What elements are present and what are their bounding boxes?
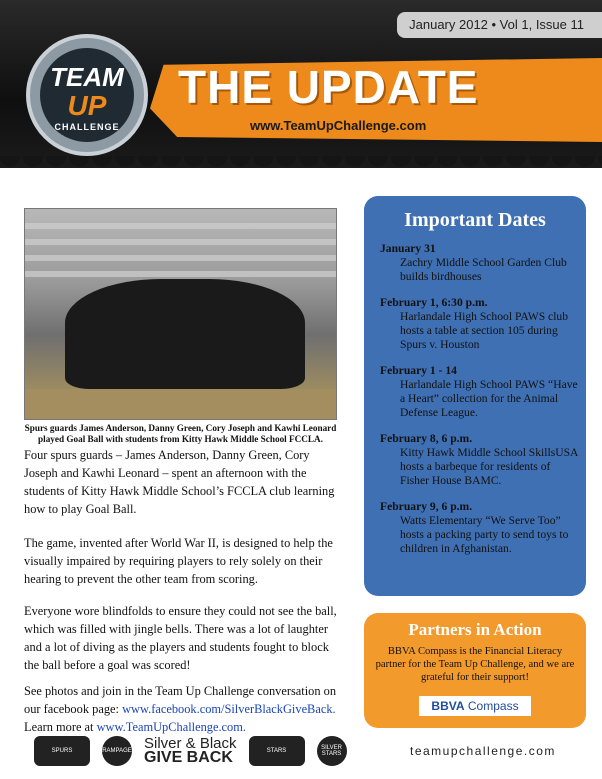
group-of-people	[65, 279, 305, 389]
logo-challenge-text: CHALLENGE	[54, 122, 120, 132]
bbva-logo-bold: BBVA	[431, 699, 465, 713]
important-dates-list	[380, 242, 580, 568]
bleacher-row	[25, 255, 337, 261]
footer-url[interactable]: teamupchallenge.com	[410, 744, 556, 758]
important-dates-title: Important Dates	[404, 209, 546, 231]
date-item	[380, 364, 580, 420]
spurs-logo: SPURS	[34, 736, 90, 766]
photo-caption: Spurs guards James Anderson, Danny Green, Cory Joseph and Kawhi Leonard played Goal Ball with students from Kitty Hawk Middle School FCCLA.	[24, 423, 337, 444]
sbgb-line-2: GIVE BACK	[144, 749, 233, 766]
article-paragraph-2: The game, invented after World War II, is designed to help the visually impaired by requiring players to rely solely on their hearing to prevent the other team from scoring.	[24, 536, 333, 586]
bleacher-row	[25, 271, 337, 277]
footer-logos	[34, 734, 347, 768]
rampage-logo: RAMPAGE	[102, 736, 132, 766]
silver-stars-logo: SILVER STARS	[317, 736, 347, 766]
date-description: Zachry Middle School Garden Club builds birdhouses	[400, 256, 567, 283]
date-heading: January 31	[380, 242, 436, 255]
date-description: Harlandale High School PAWS club hosts a table at section 105 during Spurs v. Houston	[400, 310, 569, 351]
date-heading: February 1 - 14	[380, 364, 457, 377]
bbva-logo-rest: Compass	[467, 699, 519, 713]
bleacher-row	[25, 239, 337, 245]
article-paragraph-4	[24, 682, 344, 736]
article-paragraph-1: Four spurs guards – James Anderson, Danny Green, Cory Joseph and Kawhi Leonard – spent an afternoon with the students of Kitty Hawk Middle School’s FCCLA club learning how to play Goal Ball.	[24, 448, 335, 516]
date-heading: February 9, 6 p.m.	[380, 500, 473, 513]
masthead	[0, 0, 602, 190]
logo-up-text: UP	[67, 90, 107, 121]
partners-text: BBVA Compass is the Financial Literacy partner for the Team Up Challenge, and we are grateful for their support!	[375, 646, 575, 683]
date-description: Harlandale High School PAWS “Have a Heart” collection for the Animal Defense League.	[400, 378, 578, 419]
article-paragraph-4-text: See photos and join in the Team Up Challenge conversation on our facebook page:	[24, 684, 337, 716]
logo-team-text: TEAM	[50, 62, 124, 92]
newsletter-title: THE UPDATE	[178, 61, 479, 113]
team-up-challenge-logo	[26, 34, 148, 156]
date-item	[380, 432, 580, 488]
sbgb-line-1: Silver & Black	[144, 735, 237, 752]
stars-logo: STARS	[249, 736, 305, 766]
website-link[interactable]: www.TeamUpChallenge.com.	[96, 720, 246, 734]
date-description: Watts Elementary “We Serve Too” hosts a packing party to send toys to children in Afghanistan.	[400, 514, 569, 555]
date-item	[380, 242, 580, 284]
date-item	[380, 296, 580, 352]
learn-more-text: Learn more at	[24, 720, 94, 734]
bleacher-row	[25, 223, 337, 229]
date-heading: February 1, 6:30 p.m.	[380, 296, 488, 309]
date-item	[380, 500, 580, 556]
header-url[interactable]: www.TeamUpChallenge.com	[250, 118, 427, 133]
date-heading: February 8, 6 p.m.	[380, 432, 473, 445]
partners-title: Partners in Action	[408, 620, 542, 639]
facebook-link[interactable]: www.facebook.com/SilverBlackGiveBack.	[122, 702, 336, 716]
issue-info: January 2012 • Vol 1, Issue 11	[409, 17, 584, 32]
silver-black-give-back-logo	[144, 737, 237, 765]
bbva-compass-logo	[419, 696, 531, 716]
logo-inner-circle	[40, 48, 134, 142]
gym-floor	[25, 389, 337, 420]
article-paragraph-3: Everyone wore blindfolds to ensure they could not see the ball, which was filled with jingle bells. There was a lot of laughter and a lot of diving as the players and students fought to block the ball before a goal was scored!	[24, 604, 337, 672]
team-photo	[24, 208, 337, 420]
date-description: Kitty Hawk Middle School SkillsUSA hosts a barbeque for residents of Fisher House BAMC.	[400, 446, 578, 487]
